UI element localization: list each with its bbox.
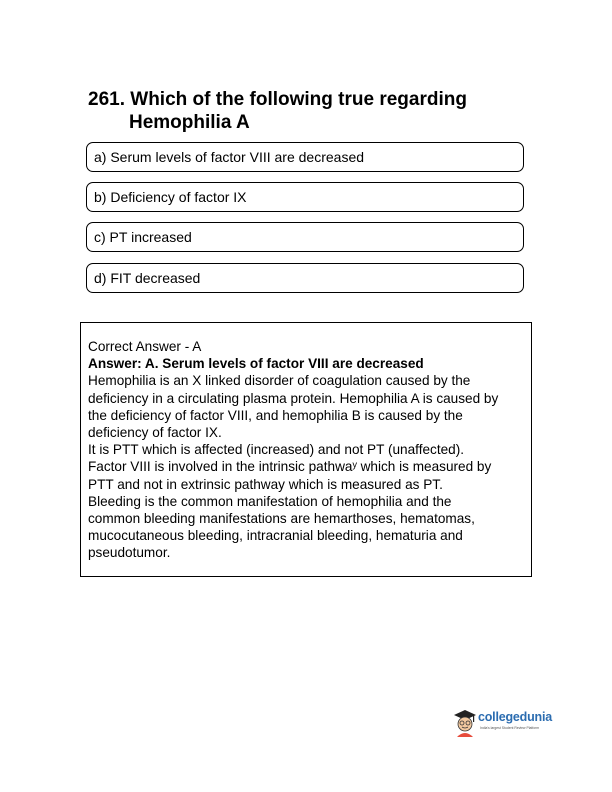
option-a[interactable]: a) Serum levels of factor VIII are decreased — [86, 142, 524, 172]
explanation-line: Factor VIII is involved in the intrinsic pathwaʸ which is measured by — [88, 459, 492, 475]
explanation-line: deficiency of factor IX. — [88, 425, 222, 441]
answer-explanation-box — [80, 322, 532, 577]
option-c[interactable]: c) PT increased — [86, 222, 524, 252]
explanation-line: common bleeding manifestations are hemarthoses, hematomas, — [88, 511, 475, 527]
option-d[interactable]: d) FIT decreased — [86, 263, 524, 293]
explanation-line: deficiency in a circulating plasma protein. Hemophilia A is caused by — [88, 390, 499, 406]
question-text-line-1: Which of the following true regarding — [130, 89, 467, 110]
explanation-line: pseudotumor. — [88, 545, 171, 561]
option-b[interactable]: b) Deficiency of factor IX — [86, 182, 524, 212]
logo-name: collegedunia — [478, 710, 553, 724]
explanation-line: It is PTT which is affected (increased) and not PT (unaffected). — [88, 442, 465, 458]
logo-tagline: India's largest Student Review Platform — [480, 726, 540, 730]
answer-heading: Answer: A. Serum levels of factor VIII are decreased — [88, 356, 424, 372]
question-line-1 — [88, 88, 528, 111]
explanation-line: the deficiency of factor VIII, and hemophilia B is caused by the — [88, 407, 463, 423]
correct-answer-line: Correct Answer - A — [88, 339, 202, 354]
explanation-line: Hemophilia is an X linked disorder of coagulation caused by the — [88, 373, 471, 389]
question-number: 261. — [88, 89, 125, 110]
graduate-mascot-icon — [452, 707, 478, 737]
explanation-line: PTT and not in extrinsic pathway which is measured as PT. — [88, 476, 443, 492]
collegedunia-logo — [452, 705, 572, 739]
explanation-line: Bleeding is the common manifestation of hemophilia and the — [88, 493, 452, 509]
explanation-line: mucocutaneous bleeding, intracranial bleeding, hematuria and — [88, 528, 463, 544]
question-title — [88, 88, 528, 134]
question-text-line-2: Hemophilia A — [129, 112, 250, 133]
